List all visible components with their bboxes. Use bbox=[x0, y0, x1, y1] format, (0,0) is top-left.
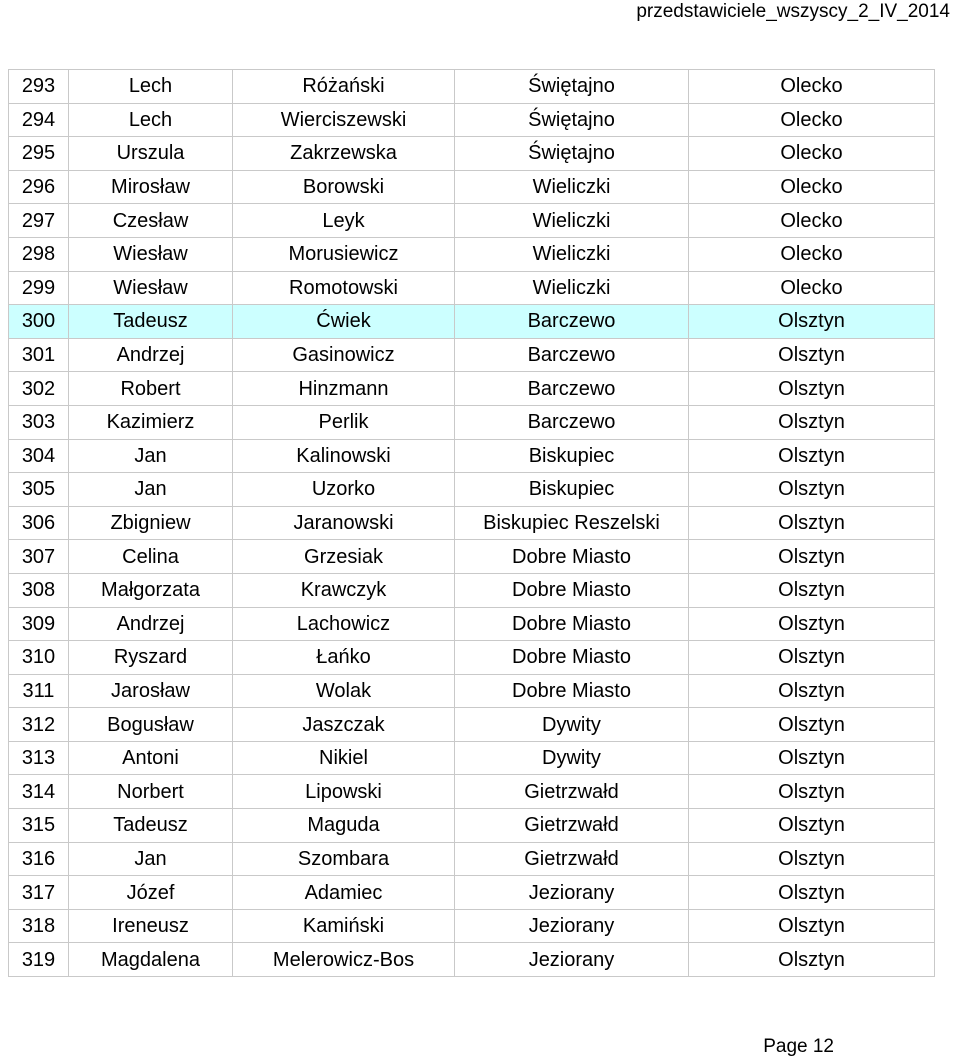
municipality-cell: Wieliczki bbox=[455, 271, 689, 305]
municipality-cell: Gietrzwałd bbox=[455, 842, 689, 876]
row-number-cell: 304 bbox=[9, 439, 69, 473]
district-cell: Olecko bbox=[689, 204, 935, 238]
first-name-cell: Ryszard bbox=[69, 641, 233, 675]
municipality-cell: Jeziorany bbox=[455, 876, 689, 910]
row-number-cell: 297 bbox=[9, 204, 69, 238]
first-name-cell: Norbert bbox=[69, 775, 233, 809]
district-cell: Olecko bbox=[689, 170, 935, 204]
table-row bbox=[9, 573, 935, 607]
district-cell: Olecko bbox=[689, 70, 935, 104]
municipality-cell: Świętajno bbox=[455, 137, 689, 171]
municipality-cell: Barczewo bbox=[455, 338, 689, 372]
last-name-cell: Krawczyk bbox=[233, 573, 455, 607]
row-number-cell: 308 bbox=[9, 573, 69, 607]
district-cell: Olsztyn bbox=[689, 540, 935, 574]
district-cell: Olecko bbox=[689, 103, 935, 137]
first-name-cell: Czesław bbox=[69, 204, 233, 238]
last-name-cell: Łańko bbox=[233, 641, 455, 675]
district-cell: Olsztyn bbox=[689, 842, 935, 876]
last-name-cell: Romotowski bbox=[233, 271, 455, 305]
page-number: Page 12 bbox=[763, 1036, 834, 1057]
first-name-cell: Jan bbox=[69, 439, 233, 473]
municipality-cell: Dobre Miasto bbox=[455, 607, 689, 641]
first-name-cell: Kazimierz bbox=[69, 405, 233, 439]
last-name-cell: Grzesiak bbox=[233, 540, 455, 574]
table-row bbox=[9, 540, 935, 574]
last-name-cell: Borowski bbox=[233, 170, 455, 204]
table-row bbox=[9, 237, 935, 271]
first-name-cell: Antoni bbox=[69, 741, 233, 775]
table-row bbox=[9, 876, 935, 910]
first-name-cell: Celina bbox=[69, 540, 233, 574]
municipality-cell: Jeziorany bbox=[455, 943, 689, 977]
row-number-cell: 312 bbox=[9, 708, 69, 742]
table-row bbox=[9, 338, 935, 372]
last-name-cell: Jaranowski bbox=[233, 506, 455, 540]
first-name-cell: Magdalena bbox=[69, 943, 233, 977]
district-cell: Olsztyn bbox=[689, 439, 935, 473]
table-row bbox=[9, 305, 935, 339]
first-name-cell: Bogusław bbox=[69, 708, 233, 742]
municipality-cell: Biskupiec bbox=[455, 473, 689, 507]
district-cell: Olsztyn bbox=[689, 674, 935, 708]
district-cell: Olecko bbox=[689, 137, 935, 171]
row-number-cell: 301 bbox=[9, 338, 69, 372]
row-number-cell: 299 bbox=[9, 271, 69, 305]
municipality-cell: Gietrzwałd bbox=[455, 809, 689, 843]
last-name-cell: Wierciszewski bbox=[233, 103, 455, 137]
first-name-cell: Jarosław bbox=[69, 674, 233, 708]
first-name-cell: Tadeusz bbox=[69, 809, 233, 843]
table-row bbox=[9, 70, 935, 104]
first-name-cell: Małgorzata bbox=[69, 573, 233, 607]
last-name-cell: Kalinowski bbox=[233, 439, 455, 473]
last-name-cell: Perlik bbox=[233, 405, 455, 439]
table-row bbox=[9, 204, 935, 238]
row-number-cell: 305 bbox=[9, 473, 69, 507]
row-number-cell: 303 bbox=[9, 405, 69, 439]
district-cell: Olsztyn bbox=[689, 506, 935, 540]
municipality-cell: Wieliczki bbox=[455, 237, 689, 271]
district-cell: Olsztyn bbox=[689, 909, 935, 943]
table-row bbox=[9, 137, 935, 171]
row-number-cell: 296 bbox=[9, 170, 69, 204]
municipality-cell: Dobre Miasto bbox=[455, 540, 689, 574]
first-name-cell: Robert bbox=[69, 372, 233, 406]
representatives-table bbox=[8, 69, 935, 977]
district-cell: Olsztyn bbox=[689, 372, 935, 406]
district-cell: Olecko bbox=[689, 271, 935, 305]
row-number-cell: 302 bbox=[9, 372, 69, 406]
row-number-cell: 293 bbox=[9, 70, 69, 104]
row-number-cell: 306 bbox=[9, 506, 69, 540]
table-body bbox=[9, 70, 935, 977]
municipality-cell: Świętajno bbox=[455, 103, 689, 137]
table-row bbox=[9, 439, 935, 473]
first-name-cell: Jan bbox=[69, 842, 233, 876]
municipality-cell: Dobre Miasto bbox=[455, 573, 689, 607]
last-name-cell: Uzorko bbox=[233, 473, 455, 507]
municipality-cell: Dywity bbox=[455, 741, 689, 775]
last-name-cell: Lipowski bbox=[233, 775, 455, 809]
table-row bbox=[9, 775, 935, 809]
first-name-cell: Andrzej bbox=[69, 338, 233, 372]
first-name-cell: Wiesław bbox=[69, 271, 233, 305]
district-cell: Olsztyn bbox=[689, 775, 935, 809]
row-number-cell: 307 bbox=[9, 540, 69, 574]
last-name-cell: Kamiński bbox=[233, 909, 455, 943]
table-row bbox=[9, 271, 935, 305]
row-number-cell: 314 bbox=[9, 775, 69, 809]
last-name-cell: Maguda bbox=[233, 809, 455, 843]
row-number-cell: 295 bbox=[9, 137, 69, 171]
last-name-cell: Szombara bbox=[233, 842, 455, 876]
district-cell: Olsztyn bbox=[689, 741, 935, 775]
row-number-cell: 310 bbox=[9, 641, 69, 675]
table-row bbox=[9, 103, 935, 137]
table-row bbox=[9, 170, 935, 204]
row-number-cell: 309 bbox=[9, 607, 69, 641]
row-number-cell: 311 bbox=[9, 674, 69, 708]
first-name-cell: Ireneusz bbox=[69, 909, 233, 943]
first-name-cell: Lech bbox=[69, 103, 233, 137]
last-name-cell: Różański bbox=[233, 70, 455, 104]
last-name-cell: Adamiec bbox=[233, 876, 455, 910]
first-name-cell: Zbigniew bbox=[69, 506, 233, 540]
district-cell: Olsztyn bbox=[689, 573, 935, 607]
district-cell: Olsztyn bbox=[689, 305, 935, 339]
table-row bbox=[9, 909, 935, 943]
district-cell: Olsztyn bbox=[689, 607, 935, 641]
table-row bbox=[9, 506, 935, 540]
district-cell: Olsztyn bbox=[689, 708, 935, 742]
row-number-cell: 313 bbox=[9, 741, 69, 775]
row-number-cell: 298 bbox=[9, 237, 69, 271]
row-number-cell: 294 bbox=[9, 103, 69, 137]
last-name-cell: Hinzmann bbox=[233, 372, 455, 406]
first-name-cell: Jan bbox=[69, 473, 233, 507]
row-number-cell: 317 bbox=[9, 876, 69, 910]
municipality-cell: Barczewo bbox=[455, 305, 689, 339]
municipality-cell: Biskupiec Reszelski bbox=[455, 506, 689, 540]
document-title: przedstawiciele_wszyscy_2_IV_2014 bbox=[636, 1, 950, 22]
last-name-cell: Melerowicz-Bos bbox=[233, 943, 455, 977]
first-name-cell: Urszula bbox=[69, 137, 233, 171]
last-name-cell: Ćwiek bbox=[233, 305, 455, 339]
municipality-cell: Biskupiec bbox=[455, 439, 689, 473]
first-name-cell: Józef bbox=[69, 876, 233, 910]
last-name-cell: Jaszczak bbox=[233, 708, 455, 742]
municipality-cell: Dobre Miasto bbox=[455, 641, 689, 675]
first-name-cell: Andrzej bbox=[69, 607, 233, 641]
table-row bbox=[9, 405, 935, 439]
table-row bbox=[9, 473, 935, 507]
district-cell: Olsztyn bbox=[689, 338, 935, 372]
table-row bbox=[9, 943, 935, 977]
table-row bbox=[9, 372, 935, 406]
last-name-cell: Nikiel bbox=[233, 741, 455, 775]
table-row bbox=[9, 607, 935, 641]
row-number-cell: 315 bbox=[9, 809, 69, 843]
district-cell: Olsztyn bbox=[689, 943, 935, 977]
row-number-cell: 316 bbox=[9, 842, 69, 876]
first-name-cell: Lech bbox=[69, 70, 233, 104]
last-name-cell: Gasinowicz bbox=[233, 338, 455, 372]
municipality-cell: Barczewo bbox=[455, 372, 689, 406]
district-cell: Olsztyn bbox=[689, 641, 935, 675]
district-cell: Olsztyn bbox=[689, 809, 935, 843]
municipality-cell: Barczewo bbox=[455, 405, 689, 439]
municipality-cell: Świętajno bbox=[455, 70, 689, 104]
table-row bbox=[9, 842, 935, 876]
municipality-cell: Jeziorany bbox=[455, 909, 689, 943]
municipality-cell: Dywity bbox=[455, 708, 689, 742]
district-cell: Olsztyn bbox=[689, 473, 935, 507]
last-name-cell: Leyk bbox=[233, 204, 455, 238]
first-name-cell: Wiesław bbox=[69, 237, 233, 271]
municipality-cell: Gietrzwałd bbox=[455, 775, 689, 809]
district-cell: Olecko bbox=[689, 237, 935, 271]
table-row bbox=[9, 741, 935, 775]
table-row bbox=[9, 708, 935, 742]
municipality-cell: Dobre Miasto bbox=[455, 674, 689, 708]
last-name-cell: Lachowicz bbox=[233, 607, 455, 641]
last-name-cell: Wolak bbox=[233, 674, 455, 708]
table-row bbox=[9, 641, 935, 675]
row-number-cell: 319 bbox=[9, 943, 69, 977]
municipality-cell: Wieliczki bbox=[455, 170, 689, 204]
row-number-cell: 300 bbox=[9, 305, 69, 339]
municipality-cell: Wieliczki bbox=[455, 204, 689, 238]
first-name-cell: Tadeusz bbox=[69, 305, 233, 339]
row-number-cell: 318 bbox=[9, 909, 69, 943]
last-name-cell: Morusiewicz bbox=[233, 237, 455, 271]
district-cell: Olsztyn bbox=[689, 405, 935, 439]
district-cell: Olsztyn bbox=[689, 876, 935, 910]
table-row bbox=[9, 674, 935, 708]
first-name-cell: Mirosław bbox=[69, 170, 233, 204]
table-row bbox=[9, 809, 935, 843]
last-name-cell: Zakrzewska bbox=[233, 137, 455, 171]
